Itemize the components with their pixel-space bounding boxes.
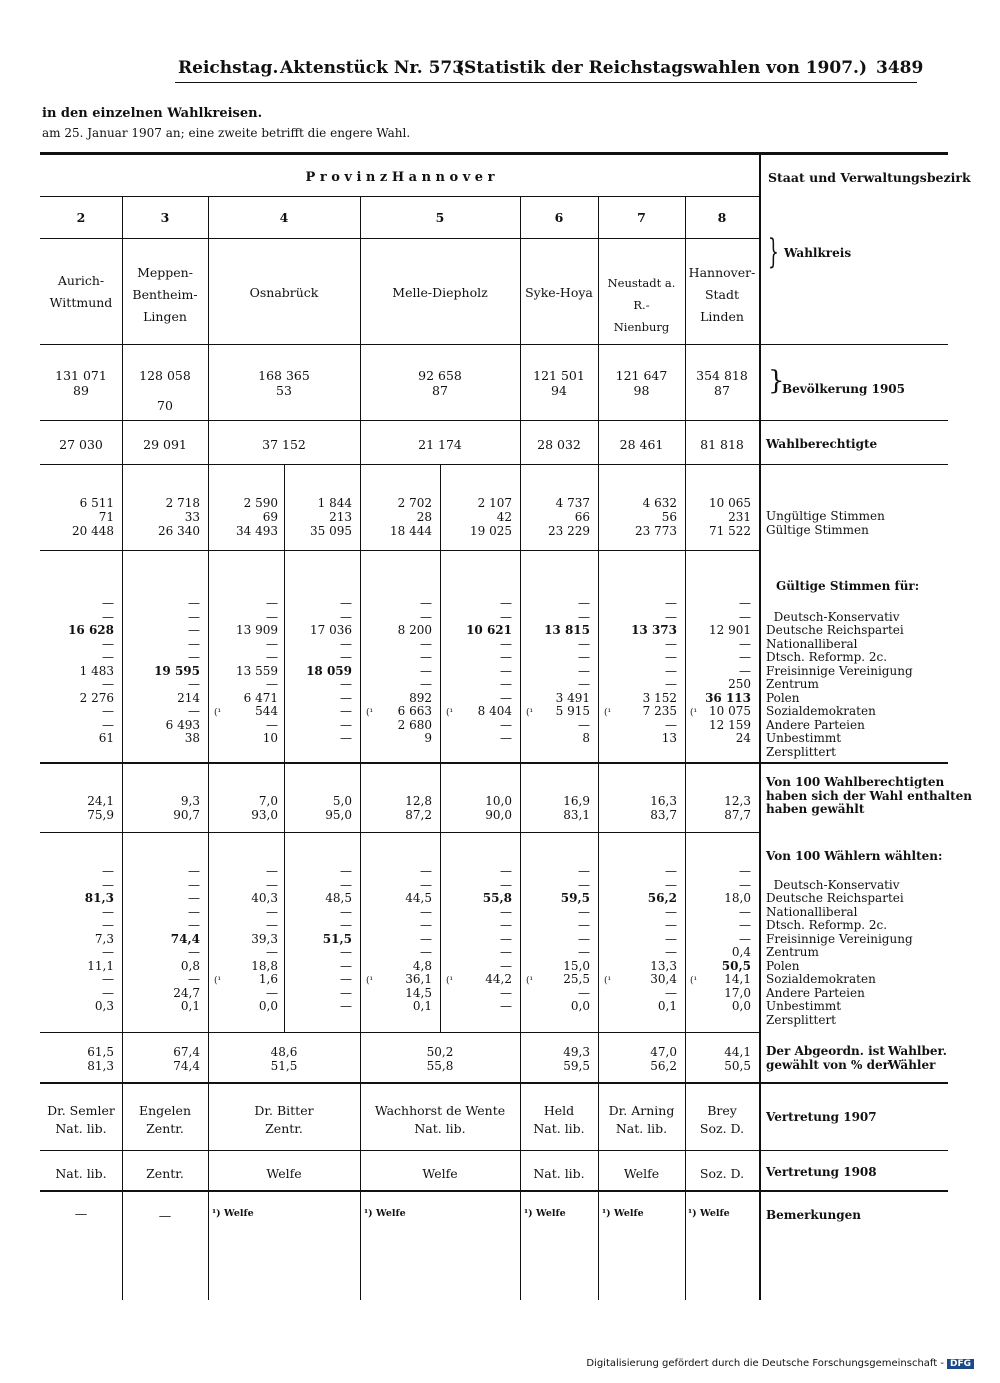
wahlkreis-name: Neustadt a. R.- Nienburg bbox=[607, 276, 676, 334]
label-bevoelkerung: Bevölkerung 1905 bbox=[782, 382, 905, 396]
label-abgeordn: Der Abgeordn. ist gewählt von % der bbox=[766, 1044, 889, 1072]
col-number: 8 bbox=[717, 210, 727, 225]
digitization-footer: Digitalisierung gefördert durch die Deutsche Forschungsgemeinschaft - DFG bbox=[586, 1358, 974, 1369]
side-title: Staat und Verwaltungsbezirk bbox=[768, 170, 971, 185]
intro-line-2: am 25. Januar 1907 an; eine zweite betrifft die engere Wahl. bbox=[42, 126, 411, 140]
intro-line-1: in den einzelnen Wahlkreisen. bbox=[42, 106, 263, 121]
col-number: 2 bbox=[76, 210, 86, 225]
label-vertretung-1907: Vertretung 1907 bbox=[766, 1110, 877, 1124]
label-stimmen-fuer: Gültige Stimmen für: bbox=[776, 579, 920, 593]
party-labels-pct: Deutsch-Konservativ Deutsche Reichspartei Nationalliberal Dtsch. Reformp. 2c. Freisinnige Vereinigung Zentrum Polen Sozialdemokraten Andere Parteien Unbestimmt Zersplittert bbox=[766, 877, 913, 1027]
wahlkreis-name: Osnabrück bbox=[249, 285, 319, 300]
label-von100-waehlern: Von 100 Wählern wählten: bbox=[766, 849, 943, 863]
header-title: (Statistik der Reichstagswahlen von 1907.) bbox=[456, 58, 867, 78]
wahlkreis-name: Meppen- Bentheim- Lingen bbox=[132, 265, 198, 324]
running-header-left: Reichstag. bbox=[178, 58, 279, 78]
col-number: 6 bbox=[554, 210, 564, 225]
brace: } bbox=[768, 366, 785, 396]
label-bemerkungen: Bemerkungen bbox=[766, 1208, 861, 1222]
label-von100-berecht: Von 100 Wahlberechtigten haben sich der Wahl enthalten haben gewählt bbox=[766, 775, 973, 816]
brace: } bbox=[768, 232, 779, 272]
label-vertretung-1908: Vertretung 1908 bbox=[766, 1165, 877, 1179]
wahlkreis-name: Syke-Hoya bbox=[525, 285, 593, 300]
wahlkreis-name: Hannover- Stadt Linden bbox=[688, 265, 756, 324]
dfg-logo: DFG bbox=[947, 1359, 974, 1369]
col-number: 3 bbox=[160, 210, 170, 225]
wahlkreis-name: Aurich- Wittmund bbox=[49, 273, 113, 310]
label-wahlkreis: Wahlkreis bbox=[784, 246, 852, 260]
label-abgeordn-r: Wahlber. Wähler bbox=[888, 1044, 947, 1072]
document-number: Aktenstück Nr. 573. bbox=[280, 58, 471, 78]
col-number: 4 bbox=[279, 210, 289, 225]
province-title: P r o v i n z H a n n o v e r bbox=[305, 170, 495, 185]
label-ungueltig: Ungültige Stimmen bbox=[766, 509, 885, 523]
label-gueltig: Gültige Stimmen bbox=[766, 523, 869, 537]
wahlkreis-name: Melle-Diepholz bbox=[392, 285, 488, 300]
col-number: 7 bbox=[637, 210, 646, 225]
header-rule bbox=[175, 82, 917, 83]
label-wahlberechtigte: Wahlberechtigte bbox=[766, 437, 878, 451]
page-number: 3489 bbox=[876, 58, 924, 78]
col-number: 5 bbox=[435, 210, 445, 225]
party-labels: Deutsch-Konservativ Deutsche Reichspartei Nationalliberal Dtsch. Reformp. 2c. Freisinnige Vereinigung Zentrum Polen Sozialdemokraten Andere Parteien Unbestimmt Zersplittert bbox=[766, 609, 913, 759]
